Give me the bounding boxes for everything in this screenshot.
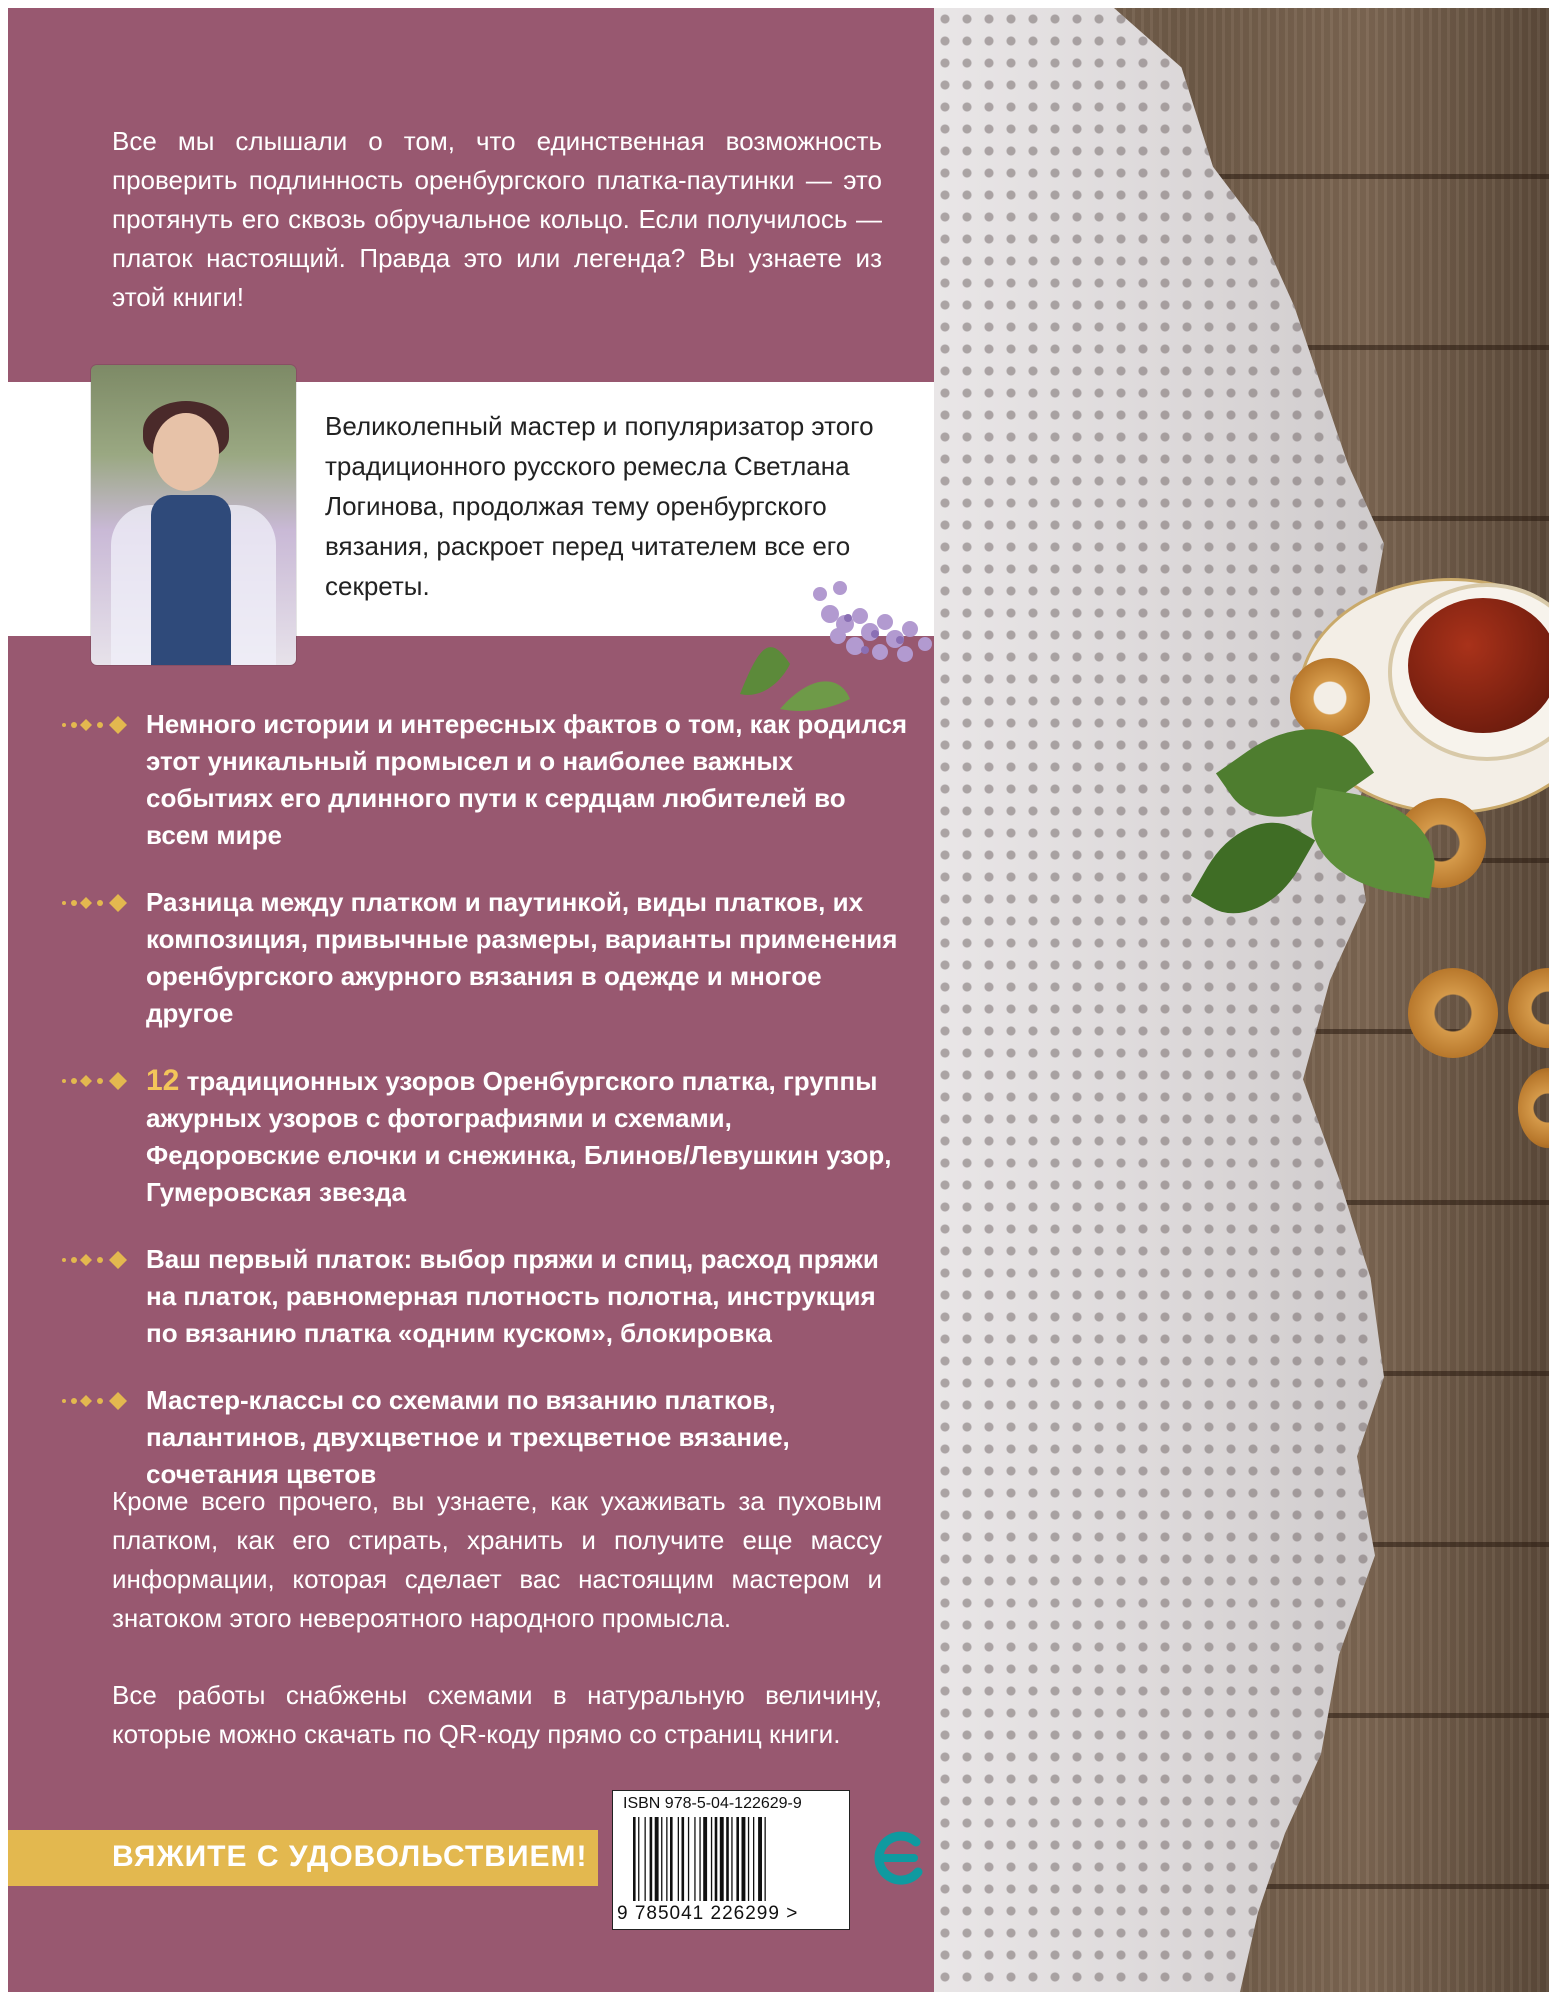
- list-item: [60, 706, 910, 854]
- list-item: [60, 884, 910, 1032]
- barcode-number: 9 785041 226299 >: [617, 1903, 799, 1924]
- author-description: Великолепный мастер и популяризатор этого традиционного русского ремесла Светлана Логинова, продолжая тему оренбургского вязания, раскроет перед читателем все его секреты.: [325, 411, 874, 601]
- list-item-text: Ваш первый платок: выбор пряжи и спиц, расход пряжи на платок, равномерная плотность полотна, инструкция по вязанию платка «одним куском», блокировка: [146, 1244, 879, 1348]
- barcode-icon: [633, 1817, 829, 1901]
- list-item: [60, 1382, 910, 1493]
- lilac-illustration: [720, 574, 960, 714]
- intro-paragraph: Все мы слышали о том, что единственная возможность проверить подлинность оренбургского платка-паутинки — это протянуть его сквозь обручальное кольцо. Если получилось — платок настоящий. Правда это или легенда? Вы узнаете из этой книги!: [112, 126, 882, 312]
- list-item: [60, 1062, 910, 1211]
- list-item: [60, 1241, 910, 1352]
- publisher-logo-icon: [870, 1828, 930, 1888]
- bagel-image: [1290, 658, 1370, 738]
- diamond-bullet-icon: [60, 1250, 132, 1270]
- diamond-bullet-icon: [60, 1071, 132, 1091]
- diamond-bullet-icon: [60, 1391, 132, 1411]
- tea-image: [1408, 598, 1549, 733]
- isbn-text: ISBN 978-5-04-122629-9: [623, 1795, 802, 1812]
- list-item-text: Немного истории и интересных фактов о том, как родился этот уникальный промысел и о наиболее важных событиях его длинного пути к сердцам любителей во всем мире: [146, 709, 908, 850]
- slogan-text: ВЯЖИТЕ С УДОВОЛЬСТВИЕМ!: [112, 1840, 588, 1873]
- diamond-bullet-icon: [60, 715, 132, 735]
- author-photo: [91, 365, 296, 665]
- outro-paragraph: Все работы снабжены схемами в натуральную величину, которые можно скачать по QR-коду прямо со страниц книги.: [112, 1680, 882, 1749]
- outro-paragraph: Кроме всего прочего, вы узнаете, как ухаживать за пуховым платком, как его стирать, хранить и получите еще массу информации, которая сделает вас настоящим мастером и знатоком этого невероятного народного промысла.: [112, 1486, 882, 1633]
- outro-text: [112, 1482, 882, 1792]
- list-item-text: [146, 1062, 910, 1211]
- bagel-image: [1408, 968, 1498, 1058]
- pattern-count: 12: [146, 1064, 180, 1097]
- book-back-cover: [8, 8, 1549, 1992]
- feature-list: [60, 706, 910, 1523]
- slogan-banner: [8, 1830, 598, 1886]
- list-item-text: Мастер-классы со схемами по вязанию платков, палантинов, двухцветное и трехцветное вязание, сочетания цветов: [146, 1385, 790, 1489]
- diamond-bullet-icon: [60, 893, 132, 913]
- list-item-text-rest: традиционных узоров Оренбургского платка, группы ажурных узоров с фотографиями и схемами, Федоровские елочки и снежинка, Блинов/Левушкин узор, Гумеровская звезда: [146, 1066, 892, 1207]
- isbn-barcode: [612, 1790, 850, 1930]
- list-item-text: Разница между платком и паутинкой, виды платков, их композиция, привычные размеры, варианты применения оренбургского ажурного вязания в одежде и многое другое: [146, 887, 898, 1028]
